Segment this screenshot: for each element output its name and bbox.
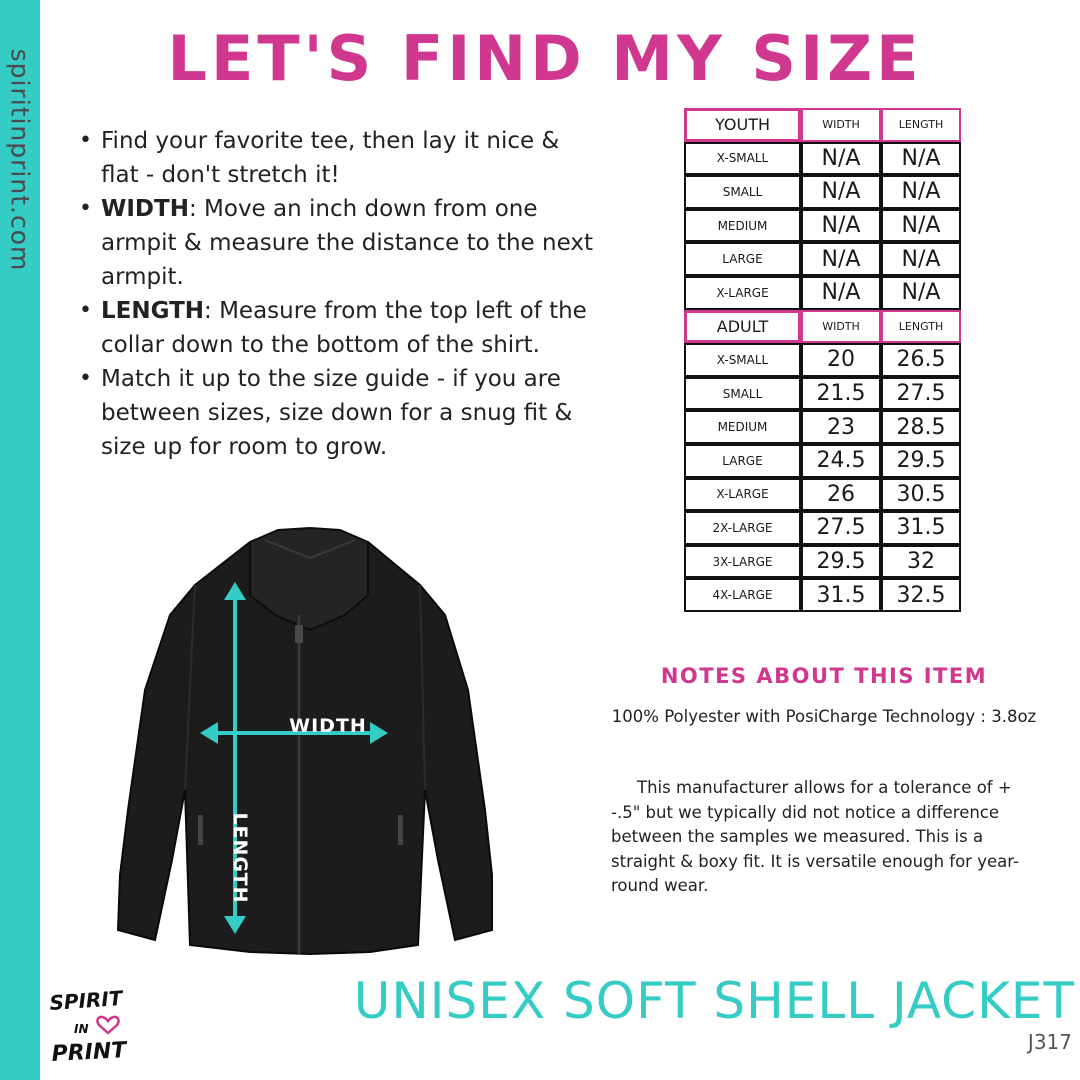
brand-logo xyxy=(46,985,146,1070)
size-label: SMALL xyxy=(684,377,801,411)
size-label: 4X-LARGE xyxy=(684,578,801,612)
instruction-lead: WIDTH xyxy=(101,196,189,222)
width-column-header: WIDTH xyxy=(801,310,881,344)
length-value: N/A xyxy=(881,142,961,176)
size-label: X-SMALL xyxy=(684,142,801,176)
length-value: 32 xyxy=(881,545,961,579)
instruction-text: : Measure from the top left of the collar down to the bottom of the shirt. xyxy=(101,298,587,358)
instruction-item xyxy=(76,124,596,192)
notes-fabric: 100% Polyester with PosiCharge Technology : 3.8oz xyxy=(611,707,1037,726)
instruction-item xyxy=(76,192,596,294)
width-value: N/A xyxy=(801,175,881,209)
size-label: X-SMALL xyxy=(684,343,801,377)
jacket-illustration xyxy=(100,520,520,960)
length-value: N/A xyxy=(881,175,961,209)
length-value: 29.5 xyxy=(881,444,961,478)
instruction-lead: LENGTH xyxy=(101,298,205,324)
size-table-header xyxy=(684,108,961,142)
instructions-list xyxy=(76,124,596,464)
table-row xyxy=(684,545,961,579)
width-value: 26 xyxy=(801,478,881,512)
length-label: LENGTH xyxy=(229,812,251,904)
table-row xyxy=(684,175,961,209)
length-value: 32.5 xyxy=(881,578,961,612)
length-value: 26.5 xyxy=(881,343,961,377)
table-row xyxy=(684,478,961,512)
length-column-header: LENGTH xyxy=(881,108,961,142)
logo-line-2: IN xyxy=(74,1022,89,1036)
size-label: X-LARGE xyxy=(684,478,801,512)
width-label: WIDTH xyxy=(289,715,367,737)
width-value: N/A xyxy=(801,209,881,243)
jacket-icon xyxy=(118,528,492,954)
table-row xyxy=(684,578,961,612)
width-value: 23 xyxy=(801,410,881,444)
product-code: J317 xyxy=(1027,1030,1072,1054)
width-value: 20 xyxy=(801,343,881,377)
size-column-header: ADULT xyxy=(684,310,801,344)
size-label: X-LARGE xyxy=(684,276,801,310)
length-value: 30.5 xyxy=(881,478,961,512)
table-row xyxy=(684,410,961,444)
size-label: MEDIUM xyxy=(684,209,801,243)
width-column-header: WIDTH xyxy=(801,108,881,142)
notes-body: This manufacturer allows for a tolerance of + -.5" but we typically did not notice a difference between the samples we measured. This is a straight & boxy fit. It is versatile enough for year-round wear. xyxy=(611,778,1019,895)
logo-line-3: PRINT xyxy=(51,1038,127,1067)
instruction-item xyxy=(76,362,596,464)
table-row xyxy=(684,276,961,310)
size-label: SMALL xyxy=(684,175,801,209)
length-value: N/A xyxy=(881,242,961,276)
heart-icon xyxy=(97,1017,118,1033)
table-row xyxy=(684,242,961,276)
product-name: UNISEX SOFT SHELL JACKET xyxy=(353,972,1075,1030)
width-value: N/A xyxy=(801,142,881,176)
jacket-diagram xyxy=(100,520,520,960)
width-value: 29.5 xyxy=(801,545,881,579)
size-table-header xyxy=(684,310,961,344)
instruction-text: Match it up to the size guide - if you are between sizes, size down for a snug fit & size up for room to grow. xyxy=(101,366,573,460)
instruction-text: : Move an inch down from one armpit & measure the distance to the next armpit. xyxy=(101,196,593,290)
length-value: 27.5 xyxy=(881,377,961,411)
size-label: 2X-LARGE xyxy=(684,511,801,545)
size-column-header: YOUTH xyxy=(684,108,801,142)
size-label: 3X-LARGE xyxy=(684,545,801,579)
page-title: LET'S FIND MY SIZE xyxy=(167,22,923,95)
table-row xyxy=(684,209,961,243)
instruction-text: Find your favorite tee, then lay it nice & flat - don't stretch it! xyxy=(101,128,560,188)
notes-heading: NOTES ABOUT THIS ITEM xyxy=(660,664,988,688)
instruction-item xyxy=(76,294,596,362)
size-label: LARGE xyxy=(684,242,801,276)
length-value: N/A xyxy=(881,209,961,243)
width-value: 21.5 xyxy=(801,377,881,411)
table-row xyxy=(684,343,961,377)
table-row xyxy=(684,142,961,176)
size-label: LARGE xyxy=(684,444,801,478)
logo-line-1: SPIRIT xyxy=(48,985,124,1015)
table-row xyxy=(684,377,961,411)
size-chart-table xyxy=(684,108,961,612)
table-row xyxy=(684,444,961,478)
table-row xyxy=(684,511,961,545)
length-value: N/A xyxy=(881,276,961,310)
width-value: N/A xyxy=(801,242,881,276)
width-value: 31.5 xyxy=(801,578,881,612)
length-value: 28.5 xyxy=(881,410,961,444)
width-value: 27.5 xyxy=(801,511,881,545)
width-value: N/A xyxy=(801,276,881,310)
size-label: MEDIUM xyxy=(684,410,801,444)
length-column-header: LENGTH xyxy=(881,310,961,344)
length-value: 31.5 xyxy=(881,511,961,545)
width-value: 24.5 xyxy=(801,444,881,478)
website-text: spiritinprint.com xyxy=(5,48,35,272)
